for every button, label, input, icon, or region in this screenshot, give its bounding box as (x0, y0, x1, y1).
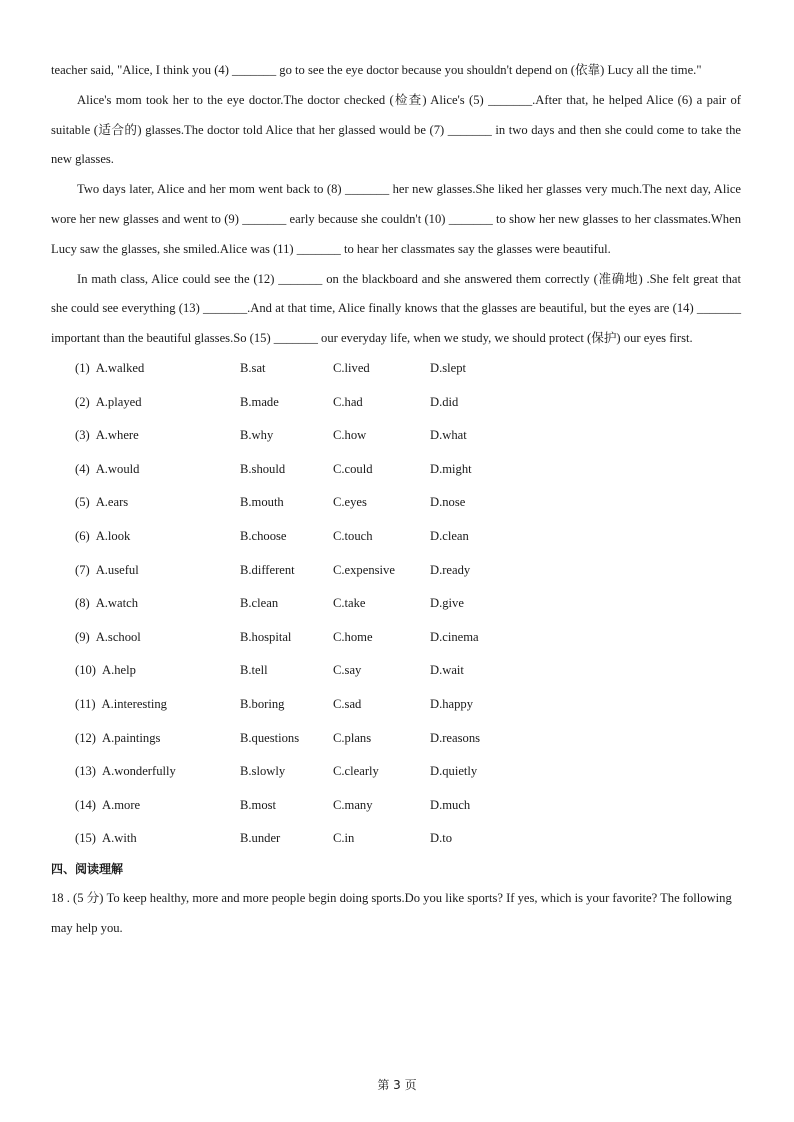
question-number: (12) (75, 730, 96, 745)
option-c: C.lived (333, 360, 370, 375)
option-c: C.say (333, 663, 362, 678)
option-b: B.boring (240, 696, 285, 711)
passage (51, 56, 741, 354)
option-a (75, 492, 128, 512)
option-a (75, 392, 142, 412)
option-b: B.should (240, 461, 286, 476)
paragraph: Two days later, Alice and her mom went back to (8) _______ her new glasses.She liked her glasses very much.The next day, Alice wore her new glasses and went to (9) _______ early because she couldn't (10) _______ to show her new glasses to her classmates.When Lucy saw the glasses, she smiled.Alice was (11) _______ to hear her classmates say the glasses were beautiful. (51, 182, 741, 256)
option-c: C.expensive (333, 562, 395, 577)
paragraph: Alice's mom took her to the eye doctor.The doctor checked (检查) Alice's (5) _______.After that, he helped Alice (6) a pair of suitable (适合的) glasses.The doctor told Alice that her glassed would be (7) _______ in two days and then she could come to take the new glasses. (51, 92, 741, 167)
option-d: D.quietly (430, 764, 478, 779)
option-d: D.ready (430, 562, 471, 577)
option-a (75, 761, 176, 781)
question-number: (3) (75, 428, 90, 443)
option-a-text: A.would (95, 461, 140, 476)
option-row (51, 492, 741, 526)
option-b: B.mouth (240, 495, 284, 510)
question-number: (6) (75, 528, 90, 543)
option-c: C.could (333, 461, 373, 476)
option-c: C.touch (333, 528, 373, 543)
option-a (75, 728, 160, 748)
option-a-text: A.help (101, 663, 136, 678)
question-number: (11) (75, 696, 96, 711)
option-d: D.much (430, 797, 471, 812)
section-title: 四、阅读理解 (51, 861, 124, 876)
option-a (75, 627, 141, 647)
option-d: D.slept (430, 360, 467, 375)
option-row (51, 828, 741, 862)
option-b: B.tell (240, 663, 268, 678)
question-number: (4) (75, 461, 90, 476)
question-number: (15) (75, 831, 96, 846)
option-b: B.slowly (240, 764, 286, 779)
option-a-text: A.paintings (101, 730, 161, 745)
option-a-text: A.school (95, 629, 141, 644)
option-a-text: A.wonderfully (101, 764, 176, 779)
option-c: C.eyes (333, 495, 367, 510)
option-a-text: A.more (101, 797, 141, 812)
option-a (75, 660, 136, 680)
option-row (51, 392, 741, 426)
option-d: D.wait (430, 663, 464, 678)
question-18: 18 . (5 分) To keep healthy, more and more people begin doing sports.Do you like sports? If yes, which is your favorite? The following may help you. (51, 890, 732, 935)
option-row (51, 593, 741, 627)
option-d: D.reasons (430, 730, 481, 745)
option-c: C.had (333, 394, 363, 409)
question-number: (8) (75, 596, 90, 611)
question-number: (2) (75, 394, 90, 409)
answer-options (51, 358, 741, 862)
option-row (51, 560, 741, 594)
option-a-text: A.interesting (101, 696, 167, 711)
option-c: C.how (333, 428, 367, 443)
option-c: C.take (333, 596, 366, 611)
option-b: B.made (240, 394, 279, 409)
question-number: (5) (75, 495, 90, 510)
option-a-text: A.played (95, 394, 142, 409)
option-row (51, 425, 741, 459)
option-a (75, 828, 137, 848)
option-d: D.might (430, 461, 472, 476)
question-number: (13) (75, 764, 96, 779)
option-b: B.choose (240, 528, 287, 543)
option-a-text: A.with (101, 831, 137, 846)
option-row (51, 728, 741, 762)
option-a (75, 425, 139, 445)
option-a (75, 795, 140, 815)
option-c: C.clearly (333, 764, 379, 779)
option-d: D.happy (430, 696, 474, 711)
option-a (75, 694, 167, 714)
option-row (51, 459, 741, 493)
option-c: C.in (333, 831, 355, 846)
question-number: (10) (75, 663, 96, 678)
option-b: B.why (240, 428, 274, 443)
page-footer: 第 3 页 (377, 1078, 417, 1092)
option-a-text: A.where (95, 428, 139, 443)
option-row (51, 660, 741, 694)
paragraph: In math class, Alice could see the (12) _______ on the blackboard and she answered them correctly (准确地) .She felt great that she could see everything (13) _______.And at that time, Alice finally knows that the glasses are beautiful, but the eyes are (14) _______ important than the beautiful glasses.So (15) _______ our everyday life, when we study, we should protect (保护) our eyes first. (51, 271, 741, 346)
option-b: B.under (240, 831, 281, 846)
option-b: B.different (240, 562, 295, 577)
option-c: C.home (333, 629, 373, 644)
option-a (75, 560, 139, 580)
option-a-text: A.watch (95, 596, 139, 611)
option-d: D.what (430, 428, 467, 443)
option-row (51, 761, 741, 795)
option-row (51, 627, 741, 661)
option-d: D.did (430, 394, 459, 409)
option-row (51, 526, 741, 560)
option-d: D.give (430, 596, 464, 611)
question-number: (7) (75, 562, 90, 577)
question-number: (9) (75, 629, 90, 644)
option-d: D.nose (430, 495, 466, 510)
paragraph: teacher said, "Alice, I think you (4) _______ go to see the eye doctor because you shouldn't depend on (依靠) Lucy all the time." (51, 63, 702, 77)
option-b: B.hospital (240, 629, 292, 644)
option-d: D.cinema (430, 629, 479, 644)
option-a-text: A.ears (95, 495, 129, 510)
option-row (51, 795, 741, 829)
option-c: C.plans (333, 730, 372, 745)
option-row (51, 358, 741, 392)
question-number: (14) (75, 797, 96, 812)
option-b: B.clean (240, 596, 279, 611)
question-number: (1) (75, 360, 90, 375)
option-b: B.questions (240, 730, 300, 745)
option-c: C.many (333, 797, 373, 812)
option-row (51, 694, 741, 728)
option-c: C.sad (333, 696, 362, 711)
document-page (51, 56, 741, 943)
option-a (75, 358, 144, 378)
option-b: B.most (240, 797, 277, 812)
option-a (75, 526, 130, 546)
option-a-text: A.look (95, 528, 131, 543)
option-a-text: A.walked (95, 360, 145, 375)
option-d: D.to (430, 831, 453, 846)
option-d: D.clean (430, 528, 469, 543)
option-a-text: A.useful (95, 562, 139, 577)
option-a (75, 459, 139, 479)
option-b: B.sat (240, 360, 266, 375)
option-a (75, 593, 138, 613)
